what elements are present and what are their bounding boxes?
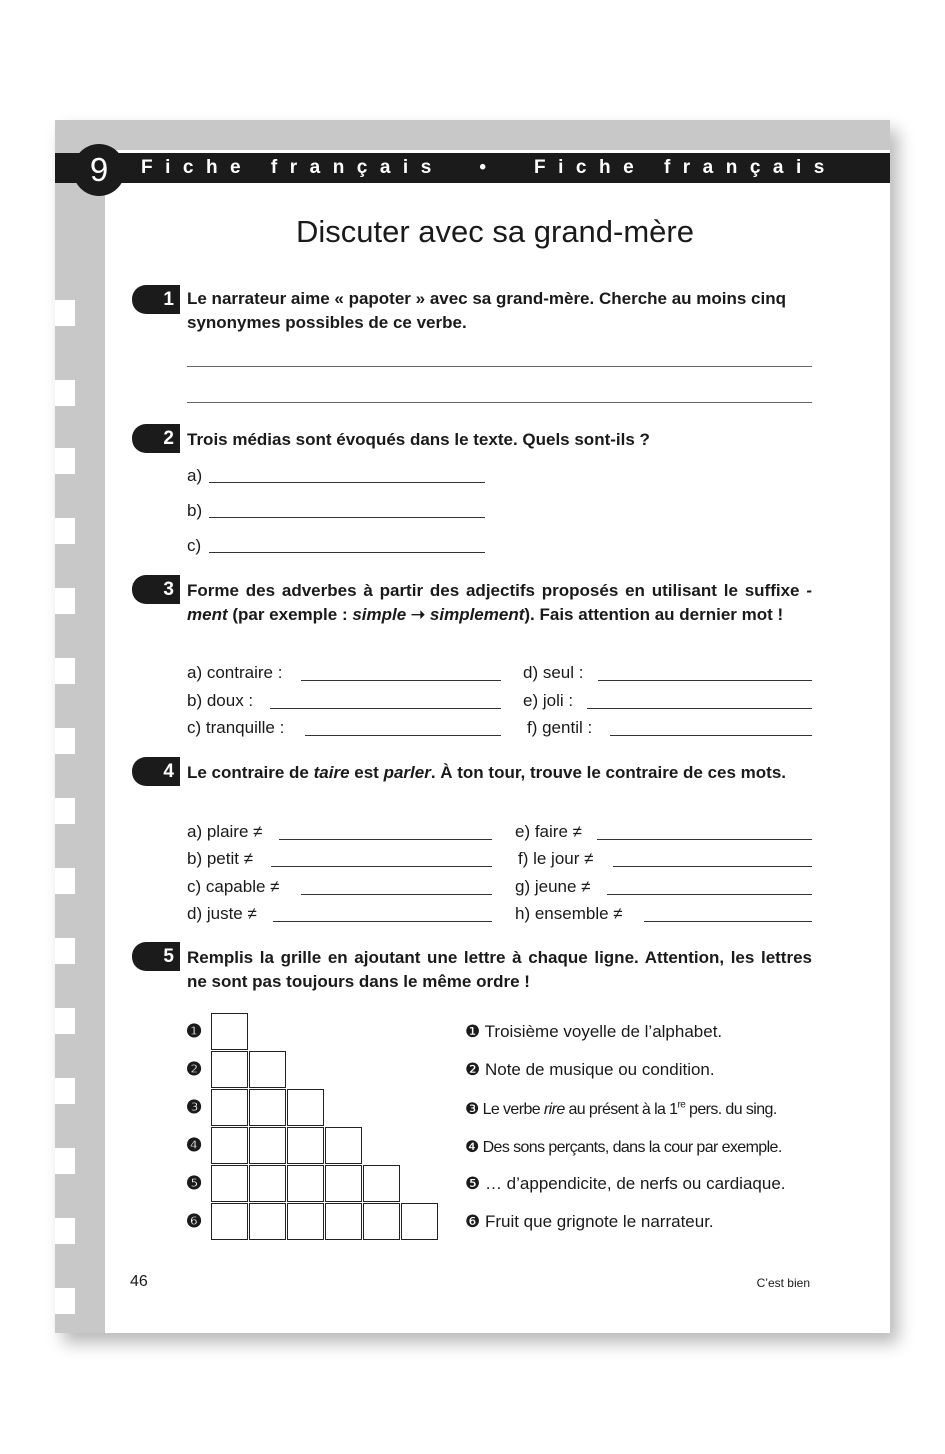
question-3-badge: 3 bbox=[132, 575, 180, 604]
spine-notch bbox=[55, 798, 75, 824]
grid-cell[interactable] bbox=[249, 1165, 286, 1202]
grid-cell[interactable] bbox=[249, 1203, 286, 1240]
spine-notch bbox=[55, 300, 75, 326]
q2-item-label: a) bbox=[187, 466, 203, 485]
grid-cell[interactable] bbox=[325, 1127, 362, 1164]
answer-line[interactable] bbox=[209, 552, 485, 553]
spine-notch bbox=[55, 518, 75, 544]
q2-item-label: b) bbox=[187, 501, 203, 520]
q4-item-label: h) ensemble ≠ bbox=[515, 904, 623, 923]
grid-cell[interactable] bbox=[325, 1203, 362, 1240]
grid-cell[interactable] bbox=[287, 1203, 324, 1240]
row-marker: ❹ bbox=[186, 1135, 203, 1155]
question-4-badge: 4 bbox=[132, 757, 180, 786]
question-5-text: Remplis la grille en ajoutant une lettre à chaque ligne. Attention, les lettres ne sont pas toujours dans le même ordre ! bbox=[187, 948, 812, 991]
q4-item-label: e) faire ≠ bbox=[515, 822, 582, 841]
answer-line[interactable] bbox=[209, 482, 485, 483]
answer-line[interactable] bbox=[305, 735, 501, 736]
answer-line[interactable] bbox=[271, 866, 492, 867]
grid-cell[interactable] bbox=[211, 1127, 248, 1164]
grid-cell[interactable] bbox=[249, 1089, 286, 1126]
grid-cell[interactable] bbox=[363, 1165, 400, 1202]
q3-item-label: d) seul : bbox=[523, 663, 584, 682]
spine-notch bbox=[55, 380, 75, 406]
clue-1: ❶ Troisième voyelle de l’alphabet. bbox=[465, 1022, 723, 1041]
grid-cell[interactable] bbox=[287, 1089, 324, 1126]
q4-item-label: b) petit ≠ bbox=[187, 849, 254, 868]
grid-cell[interactable] bbox=[211, 1165, 248, 1202]
spine-notch bbox=[55, 1008, 75, 1034]
row-marker: ❷ bbox=[186, 1059, 203, 1079]
grid-cell[interactable] bbox=[325, 1165, 362, 1202]
q4-item-label: g) jeune ≠ bbox=[515, 877, 591, 896]
answer-line[interactable] bbox=[613, 866, 812, 867]
spine-notch bbox=[55, 868, 75, 894]
clue-2: ❷ Note de musique ou condition. bbox=[465, 1060, 715, 1079]
spine-notch bbox=[55, 448, 75, 474]
question-5-badge: 5 bbox=[132, 942, 180, 971]
spine-notch bbox=[55, 658, 75, 684]
row-marker: ❸ bbox=[186, 1097, 203, 1117]
page-title: Discuter avec sa grand-mère bbox=[296, 214, 694, 249]
q4-item-label: d) juste ≠ bbox=[187, 904, 257, 923]
spine-notch bbox=[55, 938, 75, 964]
q3-item-label: f) gentil : bbox=[527, 718, 593, 737]
spine-notch bbox=[55, 1218, 75, 1244]
grid-cell[interactable] bbox=[211, 1051, 248, 1088]
answer-line[interactable] bbox=[610, 735, 812, 736]
row-marker: ❻ bbox=[186, 1211, 203, 1231]
q3-item-label: b) doux : bbox=[187, 691, 254, 710]
grid-cell[interactable] bbox=[401, 1203, 438, 1240]
spine-notch bbox=[55, 728, 75, 754]
banner-text: Fiche français • Fiche français bbox=[141, 157, 837, 178]
grid-cell[interactable] bbox=[211, 1089, 248, 1126]
question-1-text: Le narrateur aime « papoter » avec sa grand-mère. Cherche au moins cinq synonymes possibles de ce verbe. bbox=[187, 289, 787, 332]
header-banner bbox=[55, 153, 890, 183]
clue-5: ❺ … d’appendicite, de nerfs ou cardiaque. bbox=[465, 1174, 786, 1193]
answer-line[interactable] bbox=[279, 839, 492, 840]
answer-line[interactable] bbox=[187, 402, 812, 403]
clue-3: ❸ Le verbe rire au présent à la 1re pers. du sing. bbox=[465, 1099, 777, 1118]
grid-cell[interactable] bbox=[211, 1203, 248, 1240]
q4-item-label: c) capable ≠ bbox=[187, 877, 280, 896]
answer-line[interactable] bbox=[273, 921, 492, 922]
spine-notch bbox=[55, 588, 75, 614]
question-2-badge: 2 bbox=[132, 424, 180, 453]
grid-cell[interactable] bbox=[287, 1127, 324, 1164]
row-marker: ❶ bbox=[186, 1021, 203, 1041]
q4-item-label: f) le jour ≠ bbox=[518, 849, 594, 868]
grid-cell[interactable] bbox=[249, 1051, 286, 1088]
answer-line[interactable] bbox=[209, 517, 485, 518]
grid-cell[interactable] bbox=[363, 1203, 400, 1240]
clue-6: ❻ Fruit que grignote le narrateur. bbox=[465, 1212, 714, 1231]
answer-line[interactable] bbox=[187, 366, 812, 367]
top-gray-band bbox=[55, 120, 890, 150]
answer-line[interactable] bbox=[598, 680, 812, 681]
q3-item-label: e) joli : bbox=[523, 691, 574, 710]
question-3-text: Forme des adverbes à partir des adjectifs proposés en utilisant le suffixe -ment (par exemple : simple ➝ simplement). Fais attention au dernier mot ! bbox=[187, 581, 812, 624]
grid-cell[interactable] bbox=[287, 1165, 324, 1202]
question-2-text: Trois médias sont évoqués dans le texte. Quels sont-ils ? bbox=[187, 430, 650, 449]
publisher-credit: C’est bien bbox=[756, 1276, 810, 1290]
grid-cell[interactable] bbox=[249, 1127, 286, 1164]
worksheet-page bbox=[55, 120, 890, 1333]
answer-line[interactable] bbox=[587, 708, 812, 709]
row-marker: ❺ bbox=[186, 1173, 203, 1193]
q3-item-label: a) contraire : bbox=[187, 663, 283, 682]
answer-line[interactable] bbox=[270, 708, 501, 709]
spine-notch bbox=[55, 1288, 75, 1314]
answer-line[interactable] bbox=[301, 680, 501, 681]
sheet-number: 9 bbox=[73, 144, 125, 196]
answer-line[interactable] bbox=[607, 894, 812, 895]
binding-spine bbox=[55, 120, 105, 1333]
q3-item-label: c) tranquille : bbox=[187, 718, 285, 737]
q4-item-label: a) plaire ≠ bbox=[187, 822, 263, 841]
question-4-text: Le contraire de taire est parler. À ton tour, trouve le contraire de ces mots. bbox=[187, 763, 787, 782]
answer-line[interactable] bbox=[644, 921, 812, 922]
answer-line[interactable] bbox=[597, 839, 812, 840]
q2-item-label: c) bbox=[187, 536, 202, 555]
spine-notch bbox=[55, 1148, 75, 1174]
clue-4: ❹ Des sons perçants, dans la cour par exemple. bbox=[465, 1139, 782, 1156]
spine-notch bbox=[55, 1078, 75, 1104]
grid-cell[interactable] bbox=[211, 1013, 248, 1050]
page-number: 46 bbox=[130, 1273, 148, 1290]
question-1-badge: 1 bbox=[132, 285, 180, 314]
answer-line[interactable] bbox=[301, 894, 492, 895]
